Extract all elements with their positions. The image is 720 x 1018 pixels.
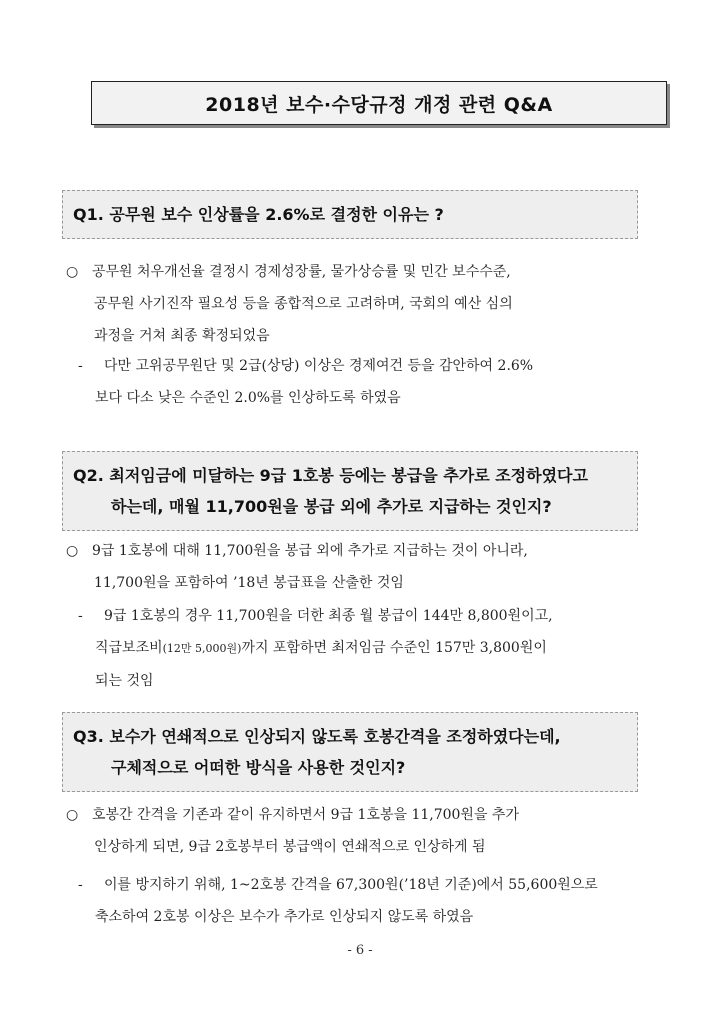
answer-1-sub-line-2: 보다 다소 낮은 수준인 2.0%를 인상하도록 하였음 bbox=[95, 390, 401, 406]
answer-1-sub-line-1: 다만 고위공무원단 및 2급(상당) 이상은 경제여건 등을 감안하여 2.6% bbox=[104, 358, 534, 374]
answer-3-line-2: 인상하게 되면, 9급 2호봉부터 봉급액이 연쇄적으로 인상하게 됨 bbox=[94, 839, 486, 855]
answer-1-sub bbox=[78, 350, 658, 414]
question-1-box bbox=[62, 190, 638, 239]
answer-2-line-1: 9급 1호봉에 대해 11,700원을 봉급 외에 추가로 지급하는 것이 아니라, bbox=[92, 543, 528, 559]
question-2-box bbox=[62, 451, 638, 531]
circle-bullet-icon: ○ bbox=[66, 264, 79, 280]
question-3-line-1: 보수가 연쇄적으로 인상되지 않도록 호봉간격을 조정하였다는데, bbox=[109, 727, 561, 746]
dash-bullet-icon: - bbox=[78, 608, 83, 624]
dash-bullet-icon: - bbox=[78, 358, 83, 374]
answer-1-line-3: 과정을 거쳐 최종 확정되었음 bbox=[94, 328, 270, 344]
answer-2-sub-line-1: 9급 1호봉의 경우 11,700원을 더한 최종 월 봉급이 144만 8,800원이고, bbox=[104, 608, 553, 624]
answer-2 bbox=[66, 535, 646, 599]
circle-bullet-icon: ○ bbox=[66, 543, 79, 559]
answer-3-sub-line-2: 축소하여 2호봉 이상은 보수가 추가로 인상되지 않도록 하였음 bbox=[95, 909, 474, 925]
answer-1-line-2: 공무원 사기진작 필요성 등을 종합적으로 고려하며, 국회의 예산 심의 bbox=[94, 296, 513, 312]
question-1-text: 공무원 보수 인상률을 2.6%로 결정한 이유는 ? bbox=[109, 205, 444, 224]
answer-2-sub-line-3: 되는 것임 bbox=[95, 673, 154, 689]
question-3-label: Q3. bbox=[73, 727, 104, 746]
answer-3-line-1: 호봉간 간격을 기존과 같이 유지하면서 9급 1호봉을 11,700원을 추가 bbox=[92, 807, 519, 823]
answer-2-line-2: 11,700원을 포함하여 ’18년 봉급표을 산출한 것임 bbox=[94, 575, 404, 591]
question-1-label: Q1. bbox=[73, 205, 104, 224]
question-3-box bbox=[62, 712, 638, 792]
page-number: - 6 - bbox=[347, 943, 373, 958]
answer-1-line-1: 공무원 처우개선율 결정시 경제성장률, 물가상승률 및 민간 보수수준, bbox=[92, 264, 511, 280]
answer-1 bbox=[66, 256, 646, 352]
question-2-line-2: 하는데, 매월 11,700원을 봉급 외에 추가로 지급하는 것인지? bbox=[111, 497, 552, 516]
answer-2-sub-line-2a: 직급보조비 bbox=[95, 640, 163, 656]
answer-3-sub bbox=[78, 869, 658, 933]
answer-3-sub-line-1: 이를 방지하기 위해, 1~2호봉 간격을 67,300원(’18년 기준)에서 55,600원으로 bbox=[104, 877, 598, 893]
answer-2-sub-line-2b: (12만 5,000원) bbox=[162, 642, 242, 655]
answer-2-sub bbox=[78, 600, 658, 697]
answer-2-sub-line-2c: 까지 포함하면 최저임금 수준인 157만 3,800원이 bbox=[241, 640, 547, 656]
question-2-label: Q2. bbox=[73, 466, 104, 485]
circle-bullet-icon: ○ bbox=[66, 807, 79, 823]
page-title: 2018년 보수·수당규정 개정 관련 Q&A bbox=[91, 81, 667, 125]
dash-bullet-icon: - bbox=[78, 877, 83, 893]
question-2-line-1: 최저임금에 미달하는 9급 1호봉 등에는 봉급을 추가로 조정하였다고 bbox=[109, 466, 588, 485]
answer-3 bbox=[66, 799, 646, 863]
question-3-line-2: 구체적으로 어떠한 방식을 사용한 것인지? bbox=[111, 758, 406, 777]
